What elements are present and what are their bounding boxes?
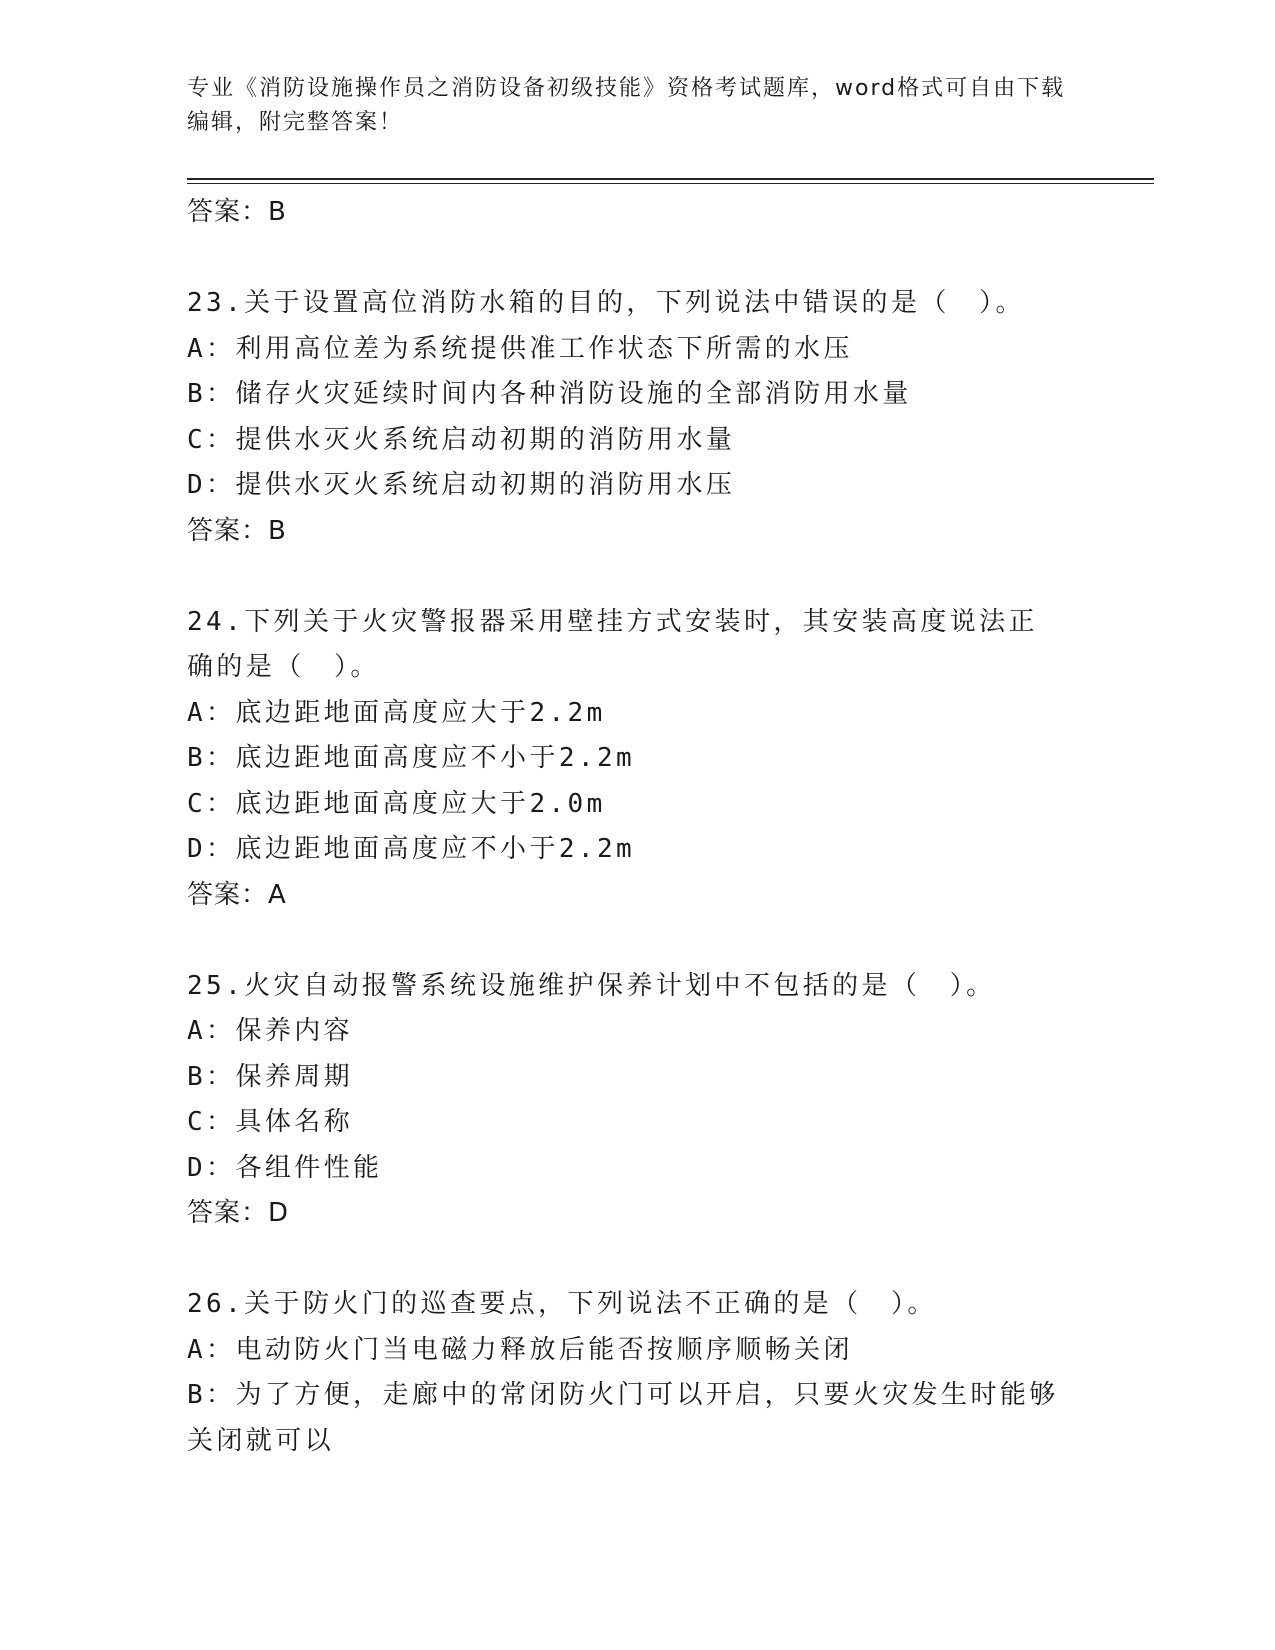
previous-answer: 答案：B (187, 197, 287, 227)
question-24 (187, 600, 1087, 919)
spacer (187, 918, 1087, 964)
question-23 (187, 281, 1087, 554)
spacer (187, 554, 1087, 600)
option-a: A：利用高位差为系统提供准工作状态下所需的水压 (187, 333, 853, 364)
question-list (187, 190, 1087, 1464)
question-26 (187, 1282, 1087, 1464)
option-b: B：底边距地面高度应不小于2.2m (187, 743, 636, 773)
spacer (187, 1237, 1087, 1283)
option-a: A：保养内容 (187, 1016, 354, 1046)
question-text: 24.下列关于火灾警报器采用壁挂方式安装时，其安装高度说法正确的是（ ）。 (187, 606, 1038, 682)
option-b: B：储存火灾延续时间内各种消防设施的全部消防用水量 (187, 379, 912, 409)
option-c: C：底边距地面高度应大于2.0m (187, 788, 606, 819)
header-rule-thin (187, 183, 1154, 184)
question-text: 25.火灾自动报警系统设施维护保养计划中不包括的是（ ）。 (187, 970, 996, 1001)
option-a: A：底边距地面高度应大于2.2m (187, 697, 606, 728)
header-rule-thick (187, 178, 1154, 180)
option-d: D：各组件性能 (187, 1152, 383, 1183)
question-25 (187, 964, 1087, 1237)
option-c: C：具体名称 (187, 1107, 354, 1137)
spacer (187, 236, 1087, 282)
option-a: A：电动防火门当电磁力释放后能否按顺序顺畅关闭 (187, 1334, 853, 1365)
answer: 答案：D (187, 1198, 290, 1228)
option-b: B：为了方便，走廊中的常闭防火门可以开启，只要火灾发生时能够关闭就可以 (187, 1380, 1059, 1456)
question-text: 26.关于防火门的巡查要点，下列说法不正确的是（ ）。 (187, 1289, 937, 1319)
option-d: D：底边距地面高度应不小于2.2m (187, 834, 636, 864)
question-text: 23.关于设置高位消防水箱的目的，下列说法中错误的是（ ）。 (187, 288, 1025, 318)
answer: 答案：B (187, 515, 287, 546)
option-d: D：提供水灭火系统启动初期的消防用水压 (187, 470, 736, 500)
option-b: B：保养周期 (187, 1061, 354, 1092)
document-header: 专业《消防设施操作员之消防设备初级技能》资格考试题库，word格式可自由下载编辑，附完整答案！ (187, 76, 1066, 135)
option-c: C：提供水灭火系统启动初期的消防用水量 (187, 424, 736, 455)
answer: 答案：A (187, 879, 287, 910)
